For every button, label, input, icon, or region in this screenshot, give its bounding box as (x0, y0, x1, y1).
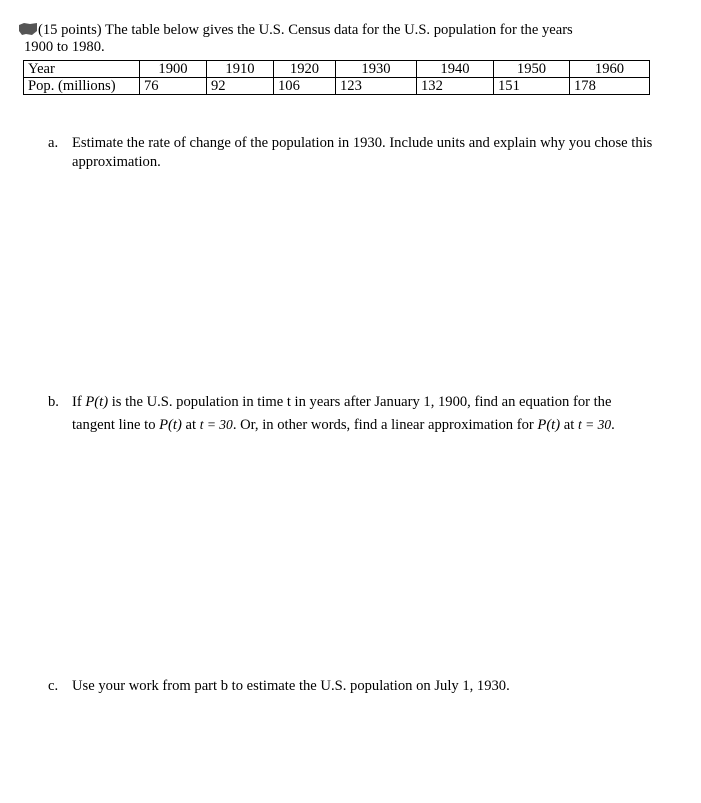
part-c-letter: c. (48, 678, 59, 694)
part-a-letter: a. (48, 135, 59, 151)
population-cell: 132 (417, 78, 494, 95)
part-a (48, 134, 658, 172)
population-cell: 92 (207, 78, 274, 95)
year-header: Year (24, 61, 140, 78)
part-b (48, 391, 658, 436)
math-p-of-t: P(t) (537, 416, 561, 433)
population-cell: 178 (570, 78, 650, 95)
math-p-of-t: P(t) (159, 416, 182, 433)
part-c-text: Use your work from part b to estimate the U.S. population on July 1, 1930. (72, 678, 510, 694)
part-a-text: Estimate the rate of change of the population in 1930. Include units and explain why you chose this approximation. (72, 135, 653, 170)
census-table (23, 60, 650, 95)
problem-intro (24, 22, 664, 56)
math-t-equals-30: t = 30 (577, 416, 612, 432)
population-row (24, 78, 650, 95)
intro-line-1 (24, 22, 664, 39)
part-b-text-5: at (560, 416, 578, 433)
population-header: Pop. (millions) (24, 78, 140, 95)
intro-line-2: 1900 to 1980. (24, 39, 105, 55)
population-cell: 106 (274, 78, 336, 95)
population-cell: 76 (140, 78, 207, 95)
part-b-text-2: is the U.S. population in time t in years after January 1, 1900, find an equation for the tangent line to (72, 394, 612, 433)
year-cell: 1910 (207, 61, 274, 78)
year-cell: 1950 (494, 61, 570, 78)
year-cell: 1930 (336, 61, 417, 78)
part-b-text-3: at (181, 416, 200, 433)
part-b-text-6: . (611, 416, 615, 433)
population-cell: 123 (336, 78, 417, 95)
year-cell: 1900 (140, 61, 207, 78)
population-cell: 151 (494, 78, 570, 95)
year-cell: 1960 (570, 61, 650, 78)
math-t-equals-30: t = 30 (199, 416, 233, 432)
part-b-text-1: If (72, 394, 86, 410)
intro-text-1: (15 points) The table below gives the U.S. Census data for the U.S. population for the years (38, 22, 573, 38)
year-row (24, 61, 650, 78)
math-p-of-t: P(t) (85, 394, 109, 410)
year-cell: 1940 (417, 61, 494, 78)
part-b-text-4: . Or, in other words, find a linear approximation for (232, 416, 538, 433)
redaction-blob-icon (18, 22, 38, 36)
year-cell: 1920 (274, 61, 336, 78)
part-b-letter: b. (48, 394, 59, 410)
part-c (48, 676, 658, 697)
part-b-text (72, 391, 658, 436)
